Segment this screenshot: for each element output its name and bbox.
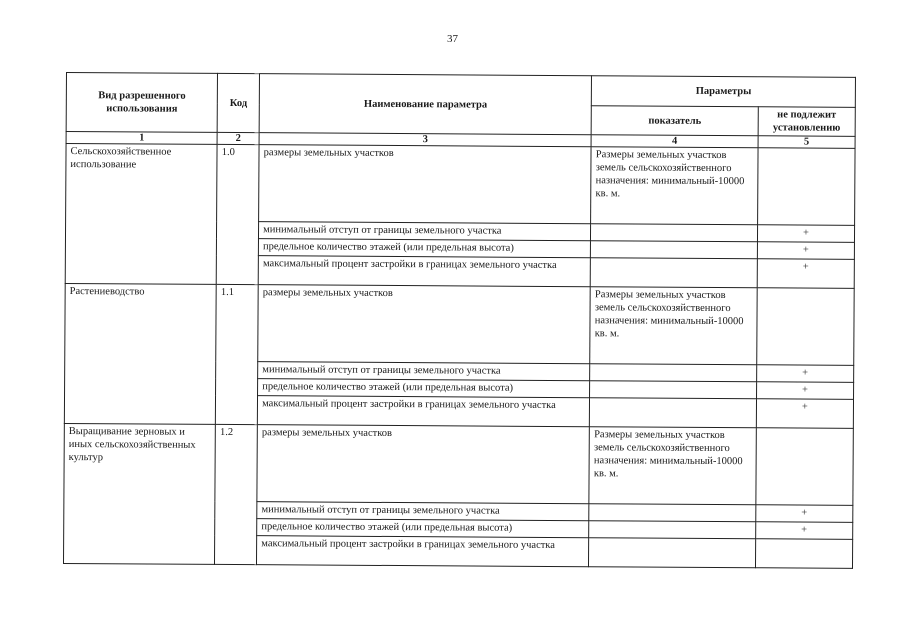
param-name-cell: максимальный процент застройки в границах земельного участка [257, 396, 589, 427]
indicator-cell [590, 398, 757, 428]
indicator-cell [590, 364, 757, 382]
param-name-cell: минимальный отступ от границы земельного участка [257, 502, 589, 521]
param-name-cell: размеры земельных участков [257, 425, 590, 504]
use-type-cell: Растениеводство [64, 283, 216, 424]
column-number: 2 [217, 132, 259, 144]
not-set-cell: + [756, 505, 853, 523]
header-not-set: не подлежит установлению [758, 107, 855, 137]
indicator-cell [589, 504, 756, 522]
code-cell: 1.0 [216, 144, 259, 284]
table-row [66, 144, 855, 226]
indicator-cell: Размеры земельных участков земель сельскохозяйственного назначения: минимальный-10000 кв. м. [591, 147, 758, 225]
indicator-cell: Размеры земельных участков земель сельскохозяйственного назначения: минимальный-10000 кв. м. [589, 427, 756, 505]
not-set-cell [756, 428, 854, 506]
not-set-cell: + [756, 522, 853, 540]
use-type-cell: Сельскохозяйственное использование [65, 144, 217, 285]
param-name-cell: предельное количество этажей (или предельная высота) [259, 239, 591, 258]
page-number: 37 [447, 33, 458, 45]
table-row [65, 283, 854, 365]
not-set-cell [757, 148, 855, 226]
column-number: 1 [66, 132, 217, 145]
code-cell: 1.2 [215, 424, 258, 564]
not-set-cell: + [756, 382, 853, 400]
header-code: Код [217, 73, 259, 132]
not-set-cell: + [756, 365, 853, 383]
param-name-cell: предельное количество этажей (или предельная высота) [258, 379, 590, 398]
indicator-cell: Размеры земельных участков земель сельскохозяйственного назначения: минимальный-10000 кв. м. [590, 287, 757, 365]
not-set-cell: + [757, 242, 854, 260]
indicator-cell [589, 538, 756, 568]
header-params: Параметры [592, 76, 856, 108]
column-number: 3 [259, 133, 591, 147]
param-name-cell: размеры земельных участков [259, 145, 592, 224]
not-set-cell [755, 539, 852, 569]
indicator-cell [589, 521, 756, 539]
indicator-cell [590, 258, 757, 288]
indicator-cell [590, 381, 757, 399]
param-name-cell: размеры земельных участков [258, 285, 591, 364]
header-param-name: Наименование параметра [259, 74, 592, 135]
code-cell: 1.1 [216, 284, 259, 424]
not-set-cell: + [756, 399, 853, 429]
param-name-cell: минимальный отступ от границы земельного участка [258, 362, 590, 381]
param-name-cell: минимальный отступ от границы земельного участка [259, 222, 591, 241]
column-number: 4 [591, 135, 758, 148]
param-name-cell: максимальный процент застройки в границах земельного участка [257, 536, 589, 567]
indicator-cell [591, 224, 758, 242]
header-indicator: показатель [591, 106, 758, 136]
param-name-cell: предельное количество этажей (или предельная высота) [257, 519, 589, 538]
column-number: 5 [758, 136, 855, 149]
header-use: Вид разрешенного использования [66, 73, 218, 133]
param-name-cell: максимальный процент застройки в границах земельного участка [258, 256, 590, 287]
table-row [64, 423, 853, 505]
parameters-table [63, 72, 856, 569]
use-type-cell: Выращивание зерновых и иных сельскохозяйственных культур [63, 423, 215, 564]
indicator-cell [591, 241, 758, 259]
not-set-cell: + [757, 259, 854, 289]
not-set-cell [757, 288, 855, 366]
not-set-cell: + [757, 225, 854, 243]
